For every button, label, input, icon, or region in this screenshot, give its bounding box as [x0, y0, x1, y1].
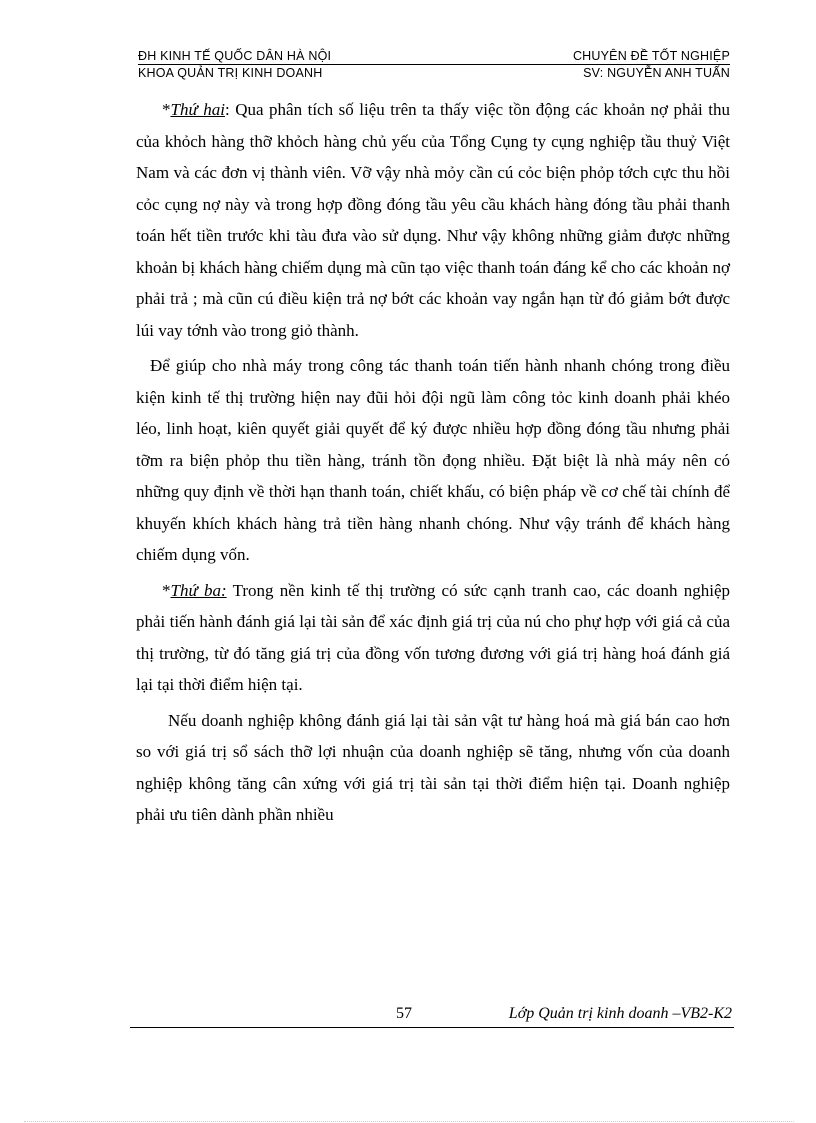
document-body	[136, 94, 730, 835]
header-row-top	[138, 48, 730, 65]
bullet-marker: *	[162, 580, 171, 600]
paragraph-danh-gia-tai-san: Nếu doanh nghiệp không đánh giá lại tài sản vật tư hàng hoá mà giá bán cao hơn so với giá trị sổ sách thỡ lợi nhuận của doanh nghiệp sẽ tăng, nhưng vốn của doanh nghiệp không tăng cân xứng với giá trị tài sản tại thời điểm hiện tại. Doanh nghiệp phải ưu tiên dành phần nhiều	[136, 710, 730, 824]
document-type: CHUYÊN ĐỀ TỐT NGHIỆP	[572, 49, 730, 63]
section-label-thu-hai: Thứ hai	[170, 100, 225, 119]
bullet-marker: *	[162, 100, 171, 119]
faculty-name: KHOA QUẢN TRỊ KINH DOANH	[138, 66, 323, 80]
section-label-thu-ba: Thứ ba:	[170, 580, 227, 600]
page-edge-divider	[24, 1121, 794, 1122]
class-name: Lớp Quản trị kinh doanh –VB2-K2	[508, 1005, 732, 1022]
paragraph-text: Trong nền kinh tế thị trường có sức cạnh tranh cao, các doanh nghiệp phải tiến hành đánh giá lại tài sản để xác định giá trị của nú cho phự hợp với giá cả của thị trường, từ đó tăng giá trị của đồng vốn tương đương với giá trị hàng hoá đánh giá lại tại thời điểm hiện tại.	[136, 580, 730, 694]
header-row-bottom	[138, 65, 730, 81]
page-number: 57	[396, 1005, 412, 1022]
paragraph-text: : Qua phân tích số liệu trên ta thấy việc tồn động các khoản nợ phải thu của khỏch hàng thỡ khỏch hàng chủ yếu của Tổng Cụng ty cụng nghiệp tầu thuỷ Việt Nam và các đơn vị thành viên. Vỡ vậy nhà mỏy cần cú cỏc biện phỏp tớch cực thu hồi cỏc cụng nợ này và trong hợp đồng đóng tầu yêu cầu khách hàng đóng tầu phải thanh toán hết tiền trước khi tàu đưa vào sử dụng. Như vậy không những giảm được những khoản bị khách hàng chiếm dụng mà cũn tạo việc thanh toán đáng kể cho các khoản nợ phải trả ; mà cũn cú điều kiện trả nợ bớt các khoản vay ngắn hạn từ đó giảm bớt được lúi vay tớnh vào trong giỏ thành.	[136, 100, 731, 340]
university-name: ĐH KINH TẾ QUỐC DÂN HÀ NỘI	[138, 49, 332, 63]
page-header	[138, 48, 730, 81]
paragraph-thu-hai	[136, 94, 730, 346]
page-footer	[130, 1003, 734, 1028]
student-name: SV: NGUYỄN ANH TUẤN	[583, 66, 730, 80]
paragraph-thu-ba	[136, 575, 730, 701]
paragraph-thanh-toan: Để giúp cho nhà máy trong công tác thanh toán tiến hành nhanh chóng trong điều kiện kinh tế thị trường hiện nay đũi hỏi đội ngũ làm công tỏc kinh doanh phải khéo léo, linh hoạt, kiên quyết giải quyết để ký được nhiều hợp đồng đóng tầu nhưng phải tỡm ra biện phỏp thu tiền hàng, tránh tồn đọng nhiều. Đặt biệt là nhà máy nên có những quy định về thời hạn thanh toán, chiết khấu, có biện pháp về cơ chế tài chính để khuyến khích khách hàng trả tiền hàng nhanh chóng. Như vậy tránh để khách hàng chiếm dụng vốn.	[136, 356, 730, 564]
